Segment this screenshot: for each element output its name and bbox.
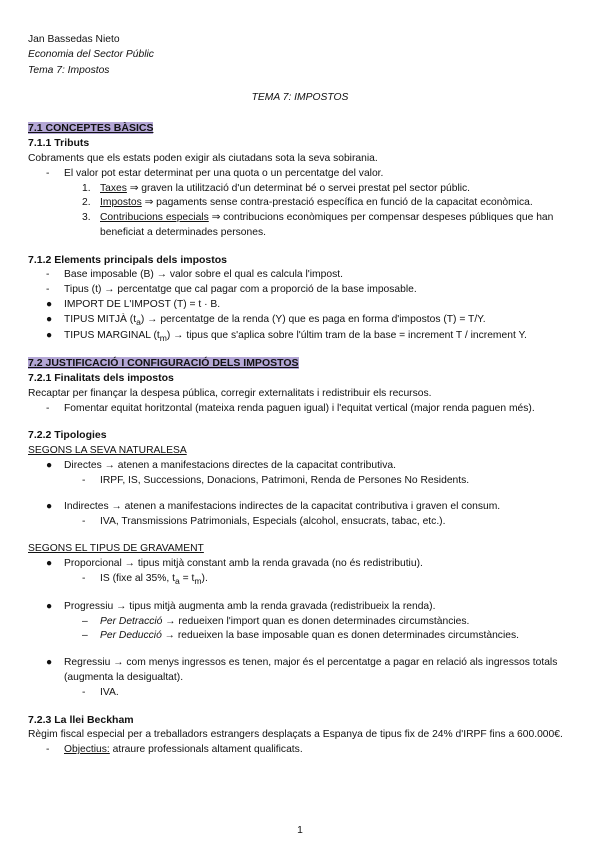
bullet-item: ● Progressiu → tipus mitjà augmenta amb la renda gravada (redistribueix la renda). (28, 600, 572, 615)
dash-item: - El valor pot estar determinat per una quota o un percentatge del valor. (46, 167, 384, 179)
bullet-icon: ● (46, 657, 53, 669)
numbered-item: 1. Taxes ⇒ graven la utilització d'un determinat bé o servei prestat pel sector públic. (82, 182, 471, 194)
page-number: 1 (297, 825, 303, 836)
dash-item: - IRPF, IS, Successions, Donacions, Patrimoni, Renda de Persones No Residents. (82, 474, 470, 486)
document-page (28, 32, 572, 758)
section-heading-7-2: 7.2 JUSTIFICACIÓ I CONFIGURACIÓ DELS IMPOSTOS (28, 357, 299, 370)
subsection-heading-7-2-2: 7.2.2 Tipologies (28, 429, 107, 442)
bullet-icon: ● (46, 314, 53, 326)
dash-item: - IVA, Transmissions Patrimonials, Especials (alcohol, ensucrats, tabac, etc.). (82, 516, 446, 528)
dash-item: - IS (fixe al 35%, $t_a = t_m$). (82, 573, 208, 587)
dash-item: - Tipus (t) → percentatge que cal pagar com a proporció de la base imposable. (46, 284, 417, 296)
category-heading: SEGONS LA SEVA NATURALESA (28, 444, 187, 456)
bullet-item: ● Proporcional → tipus mitjà constant amb la renda gravada (no és redistributiu). (28, 557, 572, 572)
bullet-icon: ● (46, 459, 53, 471)
paragraph: Cobraments que els estats poden exigir als ciutadans sota la seva sobirania. (28, 152, 378, 164)
category-heading: SEGONS EL TIPUS DE GRAVAMENT (28, 543, 204, 555)
dash-item: - Base imposable (B) → valor sobre el qual es calcula l'impost. (46, 269, 343, 281)
subsection-heading-7-2-3: 7.2.3 La llei Beckham (28, 714, 134, 727)
bullet-icon: ● (46, 600, 53, 612)
subsection-heading-7-2-1: 7.2.1 Finalitats dels impostos (28, 372, 174, 385)
bullet-item: ● Indirectes → atenen a manifestacions indirectes de la capacitat contributiva i graven el consum. (28, 500, 572, 515)
document-title: TEMA 7: IMPOSTOS (251, 92, 349, 104)
course-name: Economia del Sector Públic (28, 49, 154, 61)
bullet-icon: ● (46, 329, 53, 341)
dash-item: - Fomentar equitat horitzontal (mateixa renda paguen igual) i l'equitat vertical (major renda paguen més). (46, 402, 535, 414)
bullet-icon: ● (46, 501, 53, 513)
bullet-item: ● TIPUS MARGINAL $(t_m)$ → tipus que s'aplica sobre l'últim tram de la base = increment T / increment Y. (46, 329, 527, 343)
subsection-heading-7-1-1: 7.1.1 Tributs (28, 137, 90, 150)
author-name: Jan Bassedas Nieto (28, 34, 120, 45)
paragraph: Recaptar per finançar la despesa pública, corregir externalitats i redistribuir els recursos. (28, 387, 432, 399)
numbered-item: 2. Impostos ⇒ pagaments sense contra-prestació específica en funció de la capacitat econòmica. (82, 197, 533, 209)
bullet-icon: ● (46, 299, 53, 311)
section-heading-7-1: 7.1 CONCEPTES BÀSICS (28, 122, 154, 135)
bullet-item: ● Directes → atenen a manifestacions directes de la capacitat contributiva. (28, 459, 572, 474)
bullet-icon: ● (46, 558, 53, 570)
topic-name: Tema 7: Impostos (28, 64, 110, 76)
bullet-item: ● IMPORT DE L'IMPOST (T) = t · B. (28, 298, 572, 313)
document-header (28, 32, 572, 78)
numbered-item: 3. Contribucions especials ⇒ contribucions econòmiques per compensar despeses públiques que han beneficiat a determinades persones. (82, 212, 554, 239)
dash-item: - Objectius: atraure professionals altament qualificats. (46, 744, 303, 756)
dash-item: – Per Detracció → redueixen l'import quan es donen determinades circumstàncies. (82, 615, 470, 627)
dash-item: – Per Deducció → redueixen la base imposable quan es donen determinades circumstàncies. (82, 630, 519, 642)
paragraph: Règim fiscal especial per a treballadors estrangers desplaçats a Espanya de tipus fix de 24% d'IRPF fins a 600.000€. (28, 729, 563, 741)
bullet-item: ● Regressiu → com menys ingressos es tenen, major és el percentatge a pagar en relació als ingressos totals (augmenta la desigualtat). (28, 656, 572, 686)
subsection-heading-7-1-2: 7.1.2 Elements principals dels impostos (28, 254, 227, 267)
dash-item: - IVA. (82, 687, 119, 699)
bullet-item: ● TIPUS MITJÀ $(t_a)$ → percentatge de la renda (Y) que es paga en forma d'impostos (T) = T/Y. (46, 314, 486, 328)
